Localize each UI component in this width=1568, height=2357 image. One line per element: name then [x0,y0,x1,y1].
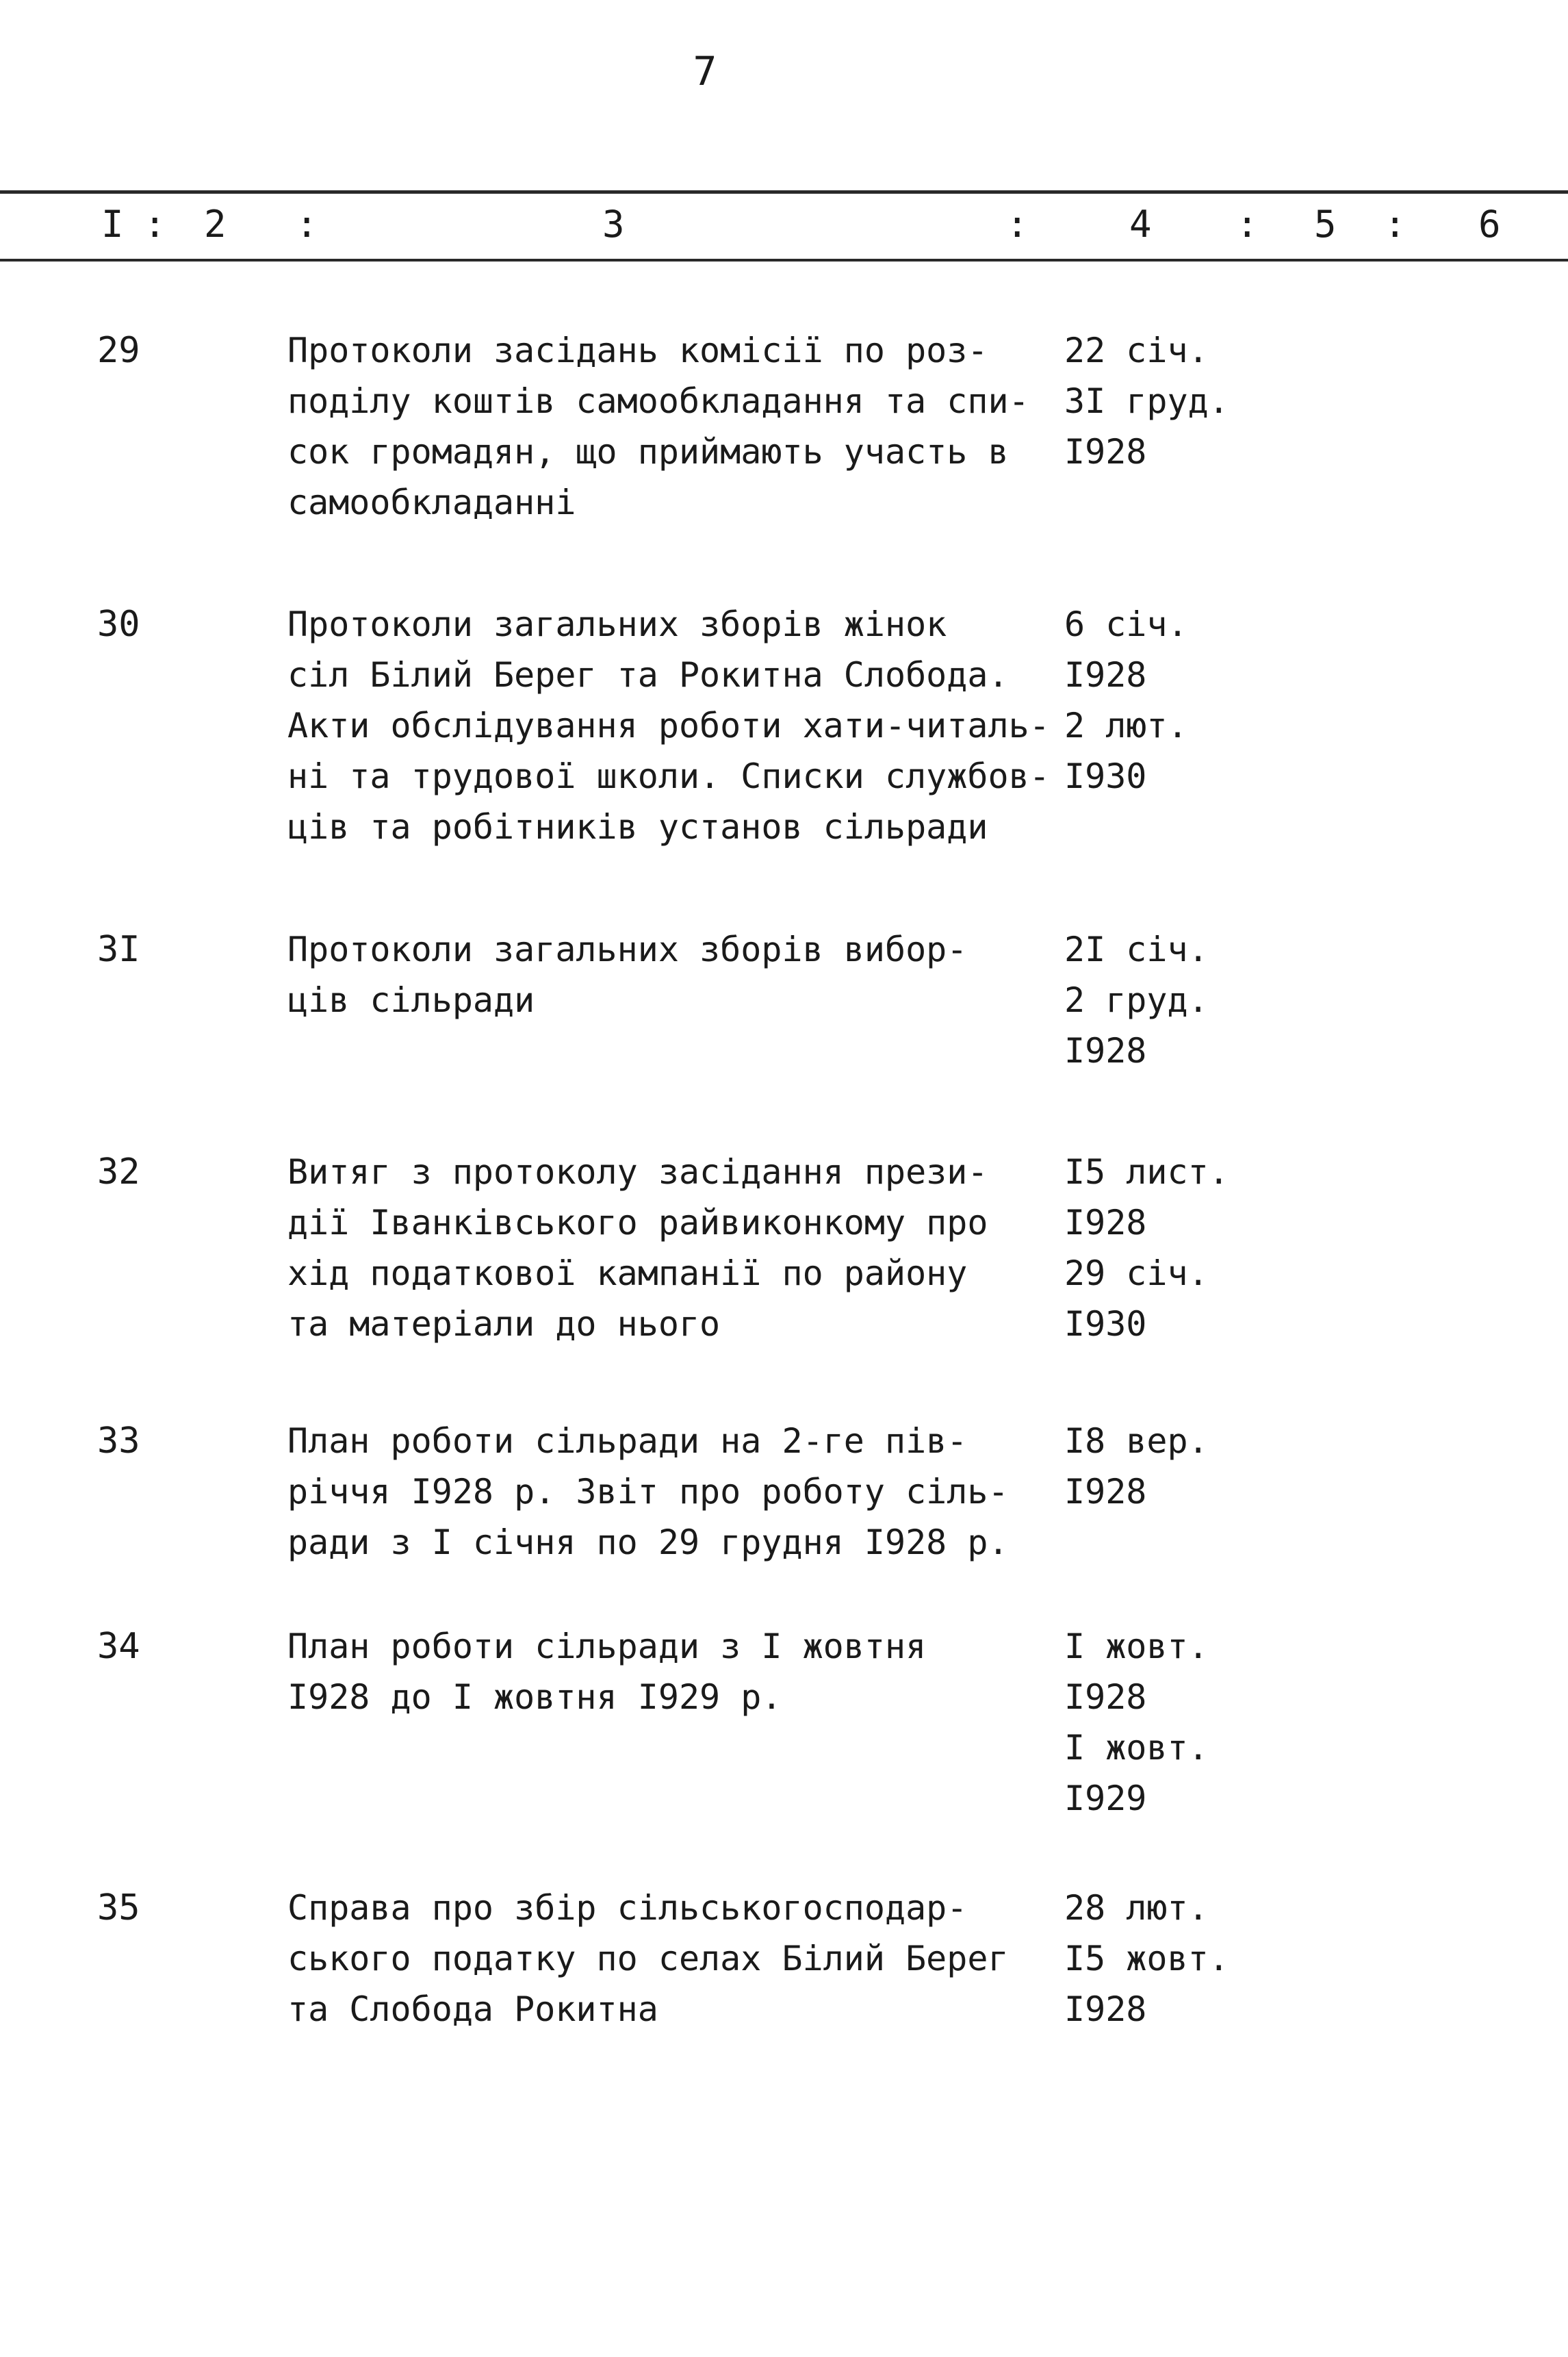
entry-date-line: 3I груд. [1064,381,1229,421]
entry-dates [1064,1147,1229,1349]
entry-title-line: I928 до I жовтня I929 р. [287,1677,782,1717]
entry-date-line: I жовт. [1064,1627,1209,1666]
entry-number: 35 [97,1887,140,1928]
entry-title-line: сіл Білий Берег та Рокитна Слобода. [287,655,1009,695]
entry-title [287,924,967,1025]
entry-dates [1064,1416,1209,1517]
entry-title-line: Протоколи загальних зборів вибор- [287,930,968,969]
column-header-5: 5 [1314,203,1337,246]
entry-date-line: 28 лют. [1064,1888,1209,1928]
entry-title [287,325,1029,528]
entry-date-line: I5 лист. [1064,1152,1229,1192]
column-header-separator: : [1236,203,1259,246]
page-number: 7 [693,48,717,94]
column-header-4: 4 [1129,203,1152,246]
entry-title-line: та Слобода Рокитна [287,1989,658,2029]
entry-dates [1064,325,1229,477]
column-header-separator: : [296,203,318,246]
entry-date-line: I жовт. [1064,1728,1209,1768]
entry-title-line: дії Іванківського райвиконкому про [287,1203,988,1243]
entry-title-line: самообкладанні [287,483,576,522]
entry-date-line: I928 [1064,1203,1147,1243]
entry-date-line: I928 [1064,1472,1147,1512]
entry-title-line: ради з I січня по 29 грудня I928 р. [287,1523,1009,1562]
entry-dates [1064,599,1188,802]
entry-title-line: річчя I928 р. Звіт про роботу сіль- [287,1472,1009,1512]
entry-title-line: та матеріали до нього [287,1304,721,1344]
entry-title-line: ні та трудової школи. Списки службов- [287,756,1050,796]
entry-date-line: I5 жовт. [1064,1939,1229,1978]
entry-title-line: ського податку по селах Білий Берег [287,1939,1009,1978]
entry-title [287,1621,926,1722]
entry-date-line: I928 [1064,1989,1147,2029]
column-header-separator: : [144,203,166,246]
entry-date-line: 6 січ. [1064,604,1188,644]
entry-title-line: ців сільради [287,980,535,1020]
entry-title-line: Протоколи засідань комісії по роз- [287,331,988,370]
entry-date-line: I8 вер. [1064,1421,1209,1461]
entry-title-line: ців та робітників установ сільради [287,807,988,847]
column-header-6: 6 [1478,203,1501,246]
entry-date-line: 22 січ. [1064,331,1209,370]
entry-date-line: 2 груд. [1064,980,1209,1020]
entry-number: 34 [97,1626,140,1667]
entry-title [287,599,1050,852]
column-header-row [0,203,1568,251]
header-top-rule [0,190,1568,194]
column-header-3: 3 [602,203,625,246]
entry-number: 30 [97,604,140,645]
entry-date-line: I928 [1064,432,1147,472]
entry-dates [1064,1883,1229,2035]
entry-number: 32 [97,1151,140,1193]
entry-title [287,1147,988,1349]
entry-title-line: План роботи сільради на 2-ге пів- [287,1421,968,1461]
entry-date-line: I929 [1064,1779,1147,1818]
column-header-separator: : [1384,203,1406,246]
entry-title-line: Витяг з протоколу засідання прези- [287,1152,988,1192]
entry-dates [1064,1621,1209,1824]
column-header-2: 2 [204,203,227,246]
entry-title-line: поділу коштів самообкладання та спи- [287,381,1029,421]
entry-number: 29 [97,330,140,371]
entry-title [287,1416,1009,1568]
header-bottom-rule [0,259,1568,262]
entry-title-line: Справа про збір сільськогосподар- [287,1888,968,1928]
entry-date-line: I928 [1064,1677,1147,1717]
entry-date-line: I930 [1064,1304,1147,1344]
entry-date-line: 29 січ. [1064,1253,1209,1293]
entry-number: 3I [97,929,140,970]
entry-title [287,1883,1009,2035]
entry-date-line: 2 лют. [1064,706,1188,746]
entry-date-line: 2I січ. [1064,930,1209,969]
entry-date-line: I930 [1064,756,1147,796]
entry-number: 33 [97,1420,140,1462]
entry-title-line: сок громадян, що приймають участь в [287,432,1009,472]
entry-title-line: хід податкової кампанії по району [287,1253,968,1293]
entry-date-line: I928 [1064,1031,1147,1071]
entry-title-line: Акти обслідування роботи хати-читаль- [287,706,1050,746]
entry-title-line: План роботи сільради з I жовтня [287,1627,927,1666]
entry-dates [1064,924,1209,1076]
column-header-separator: : [1006,203,1029,246]
column-header-1: I [101,203,124,246]
entry-date-line: I928 [1064,655,1147,695]
entry-title-line: Протоколи загальних зборів жінок [287,604,947,644]
